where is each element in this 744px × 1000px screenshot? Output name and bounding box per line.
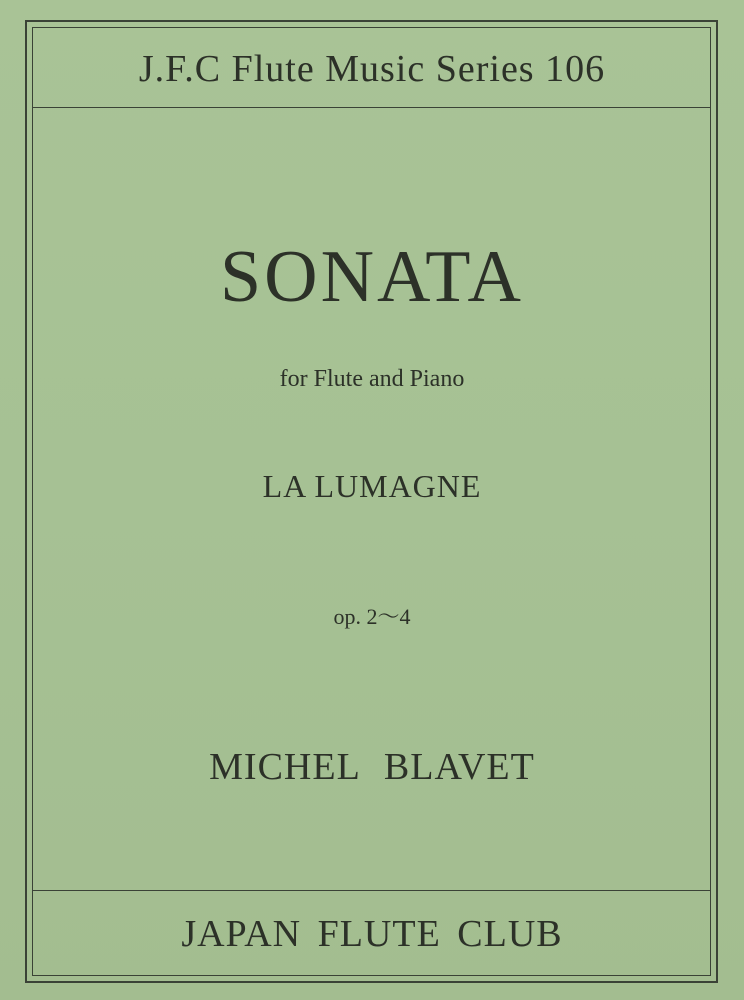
opus-number: op. 2〜4: [333, 604, 411, 629]
page-title: SONATA: [220, 236, 524, 318]
header-divider: [32, 107, 711, 108]
publisher-name: JAPAN FLUTE CLUB: [181, 913, 563, 955]
instrumentation-subtitle: for Flute and Piano: [279, 366, 465, 392]
composer-name: MICHEL BLAVET: [209, 746, 535, 788]
series-heading: J.F.C Flute Music Series 106: [138, 48, 606, 90]
work-title: LA LUMAGNE: [262, 468, 482, 504]
footer-divider: [32, 890, 711, 891]
